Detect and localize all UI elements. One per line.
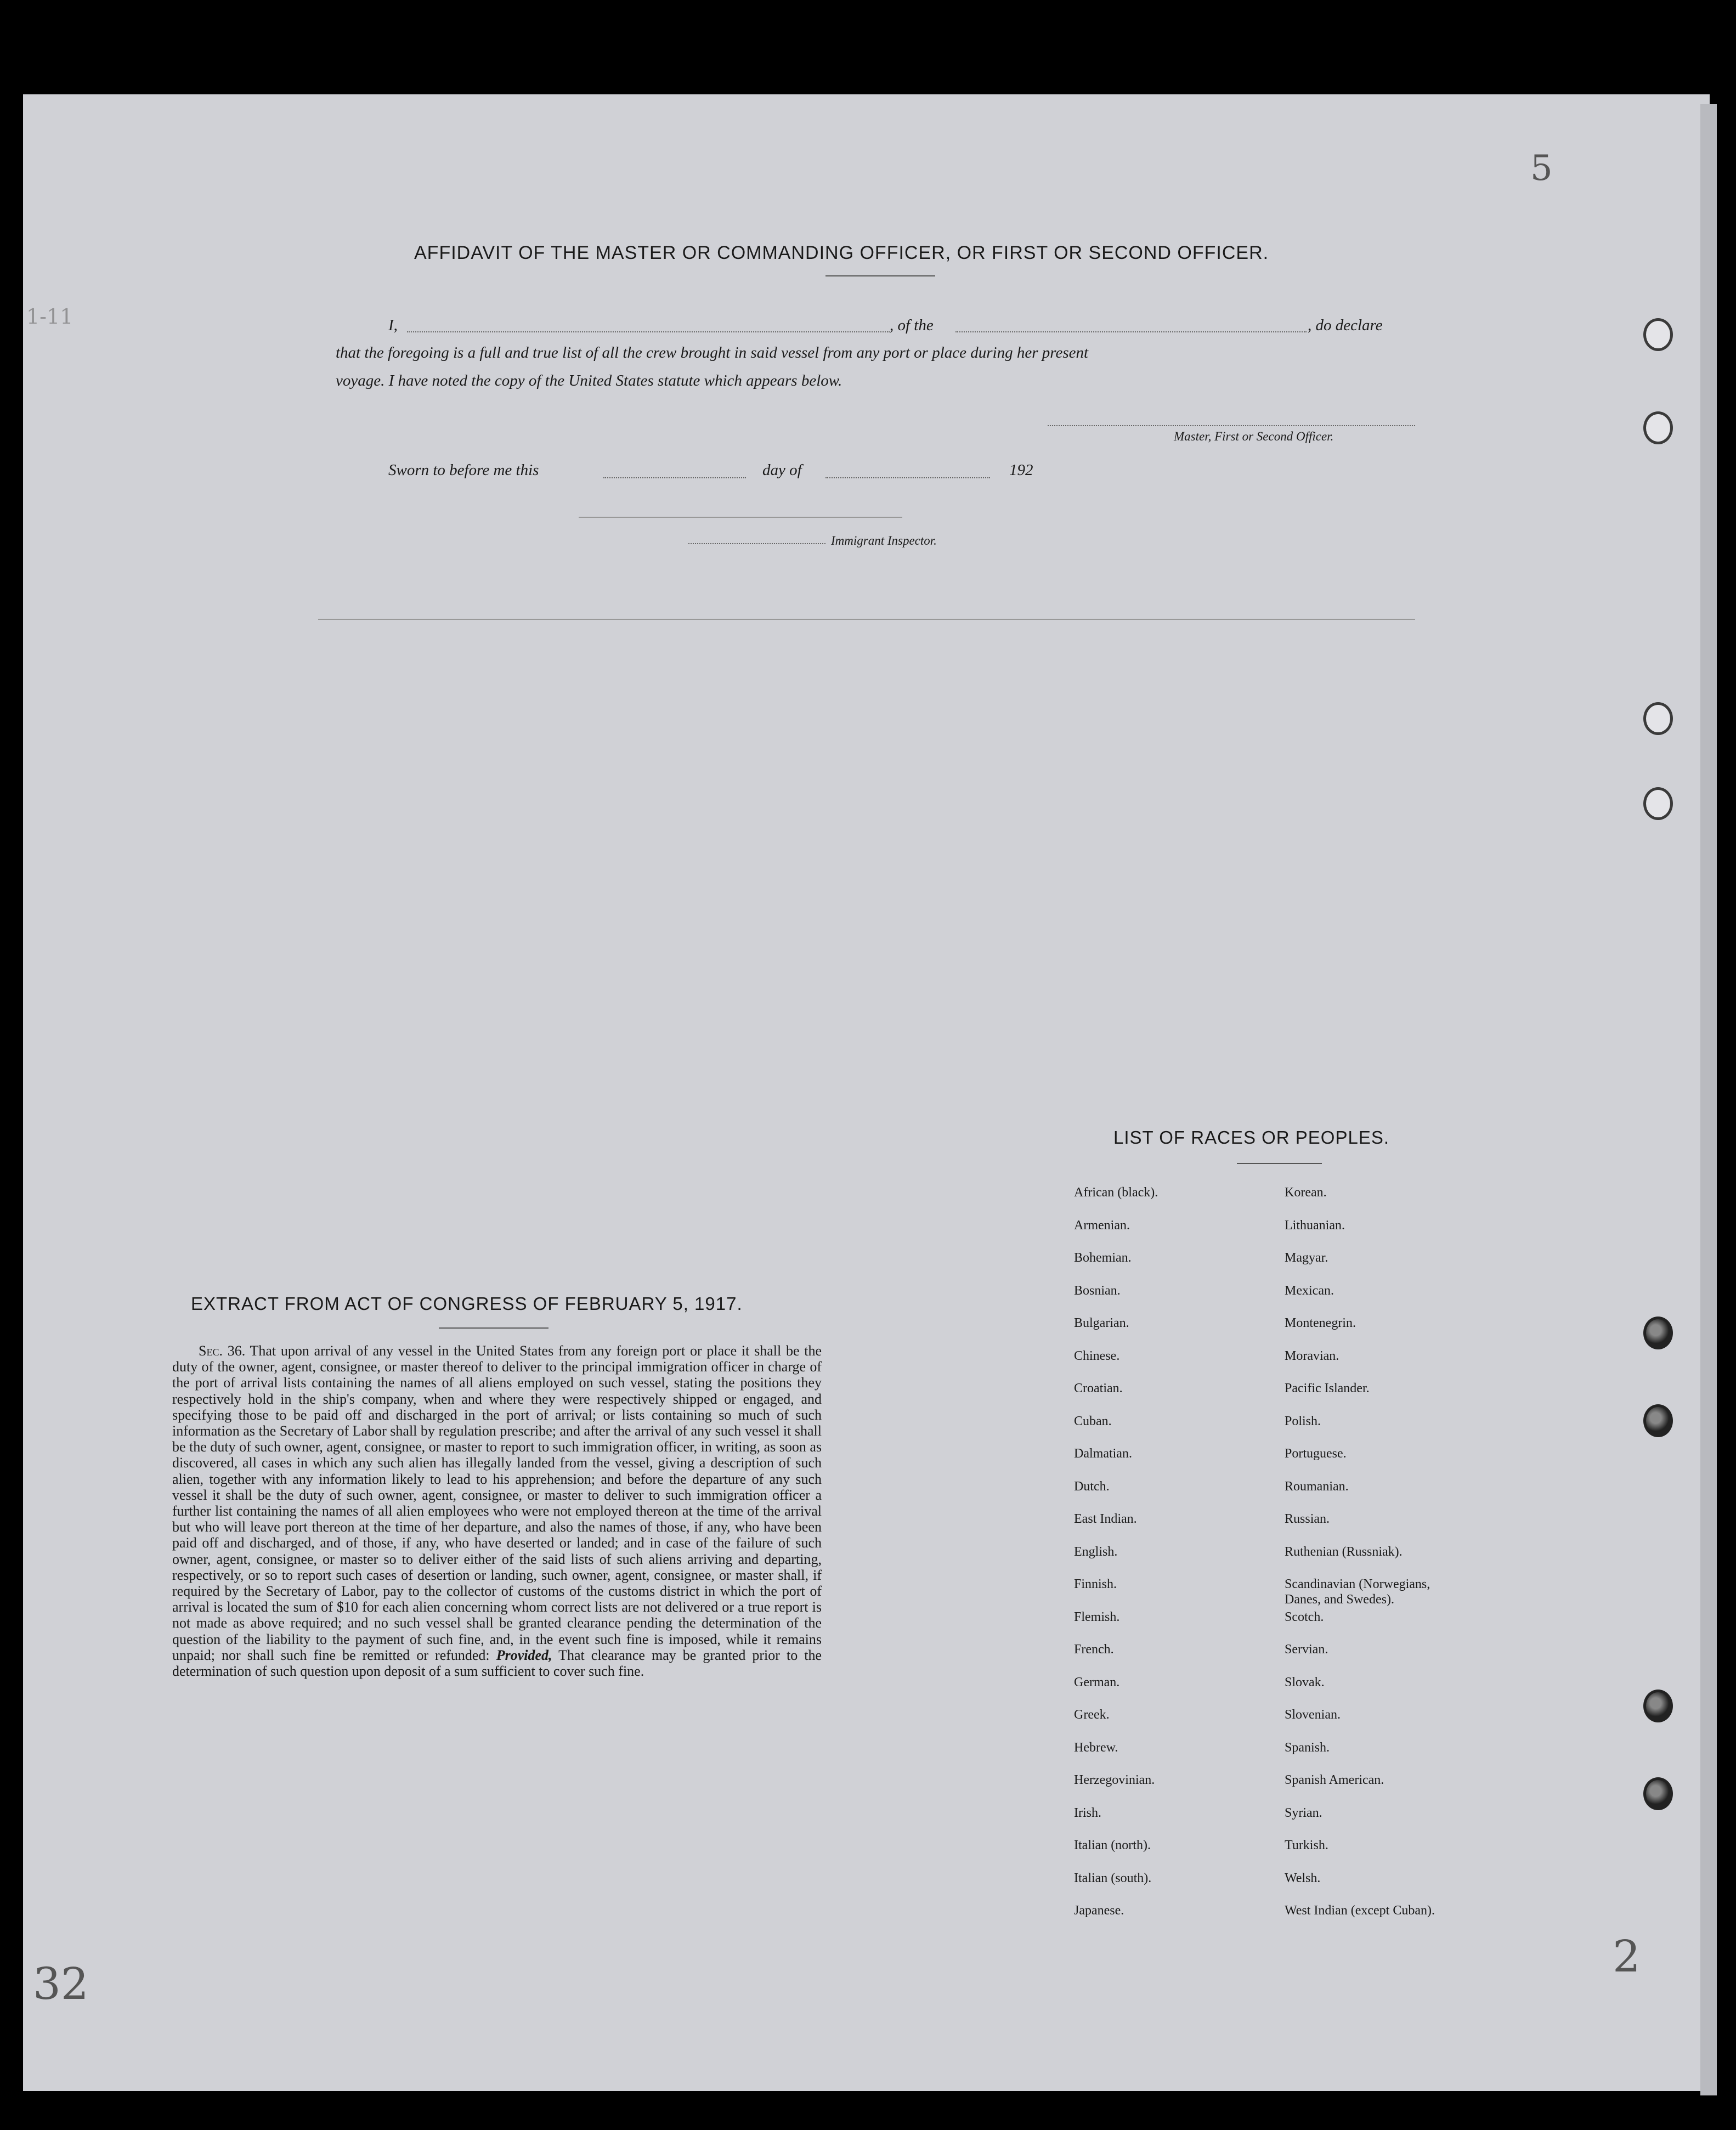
race-item: Ruthenian (Russniak).	[1285, 1544, 1403, 1559]
race-item: Cuban.	[1074, 1414, 1112, 1428]
race-item: Magyar.	[1285, 1251, 1328, 1265]
race-item: Russian.	[1285, 1512, 1330, 1526]
race-item: Finnish.	[1074, 1577, 1117, 1591]
race-item: Hebrew.	[1074, 1740, 1118, 1755]
race-item: East Indian.	[1074, 1512, 1137, 1526]
race-item: Slovak.	[1285, 1675, 1325, 1690]
race-item: Scotch.	[1285, 1609, 1324, 1624]
race-item: Bulgarian.	[1074, 1316, 1129, 1330]
affidavit-line1-start: I,	[388, 317, 398, 334]
race-item: Spanish.	[1285, 1740, 1330, 1755]
sworn-day-field[interactable]	[603, 477, 746, 478]
title-underline	[1237, 1163, 1322, 1164]
sworn-month-field[interactable]	[825, 477, 990, 478]
race-item: Montenegrin.	[1285, 1316, 1356, 1330]
race-item: Greek.	[1074, 1708, 1110, 1722]
handwritten-mark: 1-11	[26, 304, 73, 329]
race-item: French.	[1074, 1642, 1114, 1657]
sworn-year-label: 192	[1009, 461, 1033, 479]
race-item: Bosnian.	[1074, 1283, 1121, 1298]
binder-hole	[1643, 1404, 1673, 1437]
vessel-name-field[interactable]	[955, 331, 1307, 332]
race-item: Croatian.	[1074, 1381, 1123, 1395]
race-item: West Indian (except Cuban).	[1285, 1903, 1435, 1918]
race-item: Portuguese.	[1285, 1447, 1347, 1461]
extract-title: EXTRACT FROM ACT OF CONGRESS OF FEBRUARY 5, 1917.	[191, 1293, 743, 1314]
handwritten-mark: 32	[33, 1958, 89, 2009]
handwritten-mark: 5	[1530, 148, 1553, 189]
master-name-field[interactable]	[407, 331, 890, 332]
divider	[579, 517, 902, 518]
title-underline	[439, 1327, 548, 1329]
extract-body	[172, 1343, 822, 1679]
handwritten-mark: 2	[1613, 1931, 1641, 1982]
race-item: Syrian.	[1285, 1805, 1322, 1820]
binder-hole	[1643, 1317, 1673, 1349]
race-item: Chinese.	[1074, 1348, 1120, 1363]
sworn-day-label: day of	[762, 461, 802, 479]
race-item: Slovenian.	[1285, 1708, 1341, 1722]
inspector-caption: Immigrant Inspector.	[831, 534, 937, 547]
race-item: Italian (north).	[1074, 1838, 1151, 1852]
race-item: Polish.	[1285, 1414, 1321, 1428]
binder-hole	[1643, 318, 1673, 351]
race-item: Servian.	[1285, 1642, 1328, 1657]
officer-signature-field[interactable]	[1048, 425, 1415, 426]
race-item: Mexican.	[1285, 1283, 1334, 1298]
race-item: English.	[1074, 1544, 1118, 1559]
binder-hole	[1643, 787, 1673, 820]
race-item: Armenian.	[1074, 1218, 1130, 1233]
race-item: Korean.	[1285, 1185, 1327, 1200]
race-item: Roumanian.	[1285, 1479, 1349, 1494]
race-item: Scandinavian (Norwegians, Danes, and Swedes).	[1285, 1577, 1430, 1607]
race-item: Dalmatian.	[1074, 1447, 1132, 1461]
sworn-text: Sworn to before me this	[388, 461, 539, 479]
race-item: Moravian.	[1285, 1348, 1339, 1363]
binder-hole	[1643, 1777, 1673, 1810]
race-item: Dutch.	[1074, 1479, 1110, 1494]
inspector-signature-field[interactable]	[688, 543, 825, 544]
race-item: Pacific Islander.	[1285, 1381, 1370, 1395]
extract-text-part2: That clearance may be granted prior to the determination of such question upon deposit of a sum sufficient to cover such fine.	[172, 1647, 822, 1680]
signature-caption: Master, First or Second Officer.	[1174, 430, 1334, 443]
affidavit-line1-mid: , of the	[890, 317, 934, 334]
affidavit-line2: that the foregoing is a full and true list of all the crew brought in said vessel from any port or place during her present	[336, 344, 1089, 361]
binder-hole	[1643, 411, 1673, 444]
title-underline	[825, 275, 935, 276]
race-item: Herzegovinian.	[1074, 1773, 1155, 1787]
binder-holes	[1640, 318, 1673, 1854]
race-item: Irish.	[1074, 1805, 1101, 1820]
section-label: Sec. 36.	[199, 1343, 246, 1359]
section-divider	[318, 619, 1415, 620]
race-item: Welsh.	[1285, 1871, 1321, 1885]
races-column-1	[1074, 1185, 1271, 1936]
affidavit-line1-end: , do declare	[1308, 317, 1383, 334]
races-column-2	[1285, 1185, 1504, 1936]
race-item: Turkish.	[1285, 1838, 1328, 1852]
races-title: LIST OF RACES OR PEOPLES.	[1113, 1127, 1390, 1148]
race-item: Italian (south).	[1074, 1871, 1152, 1885]
race-item: Spanish American.	[1285, 1773, 1384, 1787]
affidavit-title: AFFIDAVIT OF THE MASTER OR COMMANDING OFFICER, OR FIRST OR SECOND OFFICER.	[414, 242, 1269, 263]
race-item: Japanese.	[1074, 1903, 1124, 1918]
race-item: Flemish.	[1074, 1609, 1120, 1624]
race-item: Bohemian.	[1074, 1251, 1132, 1265]
affidavit-line3: voyage. I have noted the copy of the United States statute which appears below.	[336, 372, 842, 389]
provided-word: Provided,	[496, 1647, 552, 1663]
binder-hole	[1643, 1690, 1673, 1722]
race-item: Lithuanian.	[1285, 1218, 1345, 1233]
page-edge	[1700, 104, 1717, 2095]
race-item: African (black).	[1074, 1185, 1158, 1200]
race-item: German.	[1074, 1675, 1120, 1690]
extract-text-part1: That upon arrival of any vessel in the United States from any foreign port or place it shall be the duty of the owner, agent, consignee, or master thereof to deliver to the principal immigration officer in charge of the port of arrival lists containing the names of all aliens employed on such vessel, stating the positions they respectively hold in the ship's company, when and where they were respectively shipped or engaged, and specifying those to be paid off and discharged in the port of arrival; or lists containing so much of such information as the Secretary of Labor shall by regulation prescribe; and after the arrival of any such vessel it shall be the duty of such owner, agent, consignee, or master to report to such immigration officer, in writing, as soon as discovered, all cases in which any such alien has illegally landed from the vessel, giving a description of such alien, together with any information likely to lead to his apprehension; and before the departure of any such vessel it shall be the duty of such owner, agent, consignee, or master to deliver to such immigration officer a further list containing the names of all alien employees who were not employed thereon at the time of the arrival but who will leave port thereon at the time of her departure, and also the names of those, if any, who have been paid off and discharged, and of those, if any, who have deserted or landed; and in case of the failure of such owner, agent, consignee, or master so to deliver either of the said lists of such aliens arriving and departing, respectively, or so to report such cases of desertion or landing, such owner, agent, consignee, or master shall, if required by the Secretary of Labor, pay to the collector of customs of the customs district in which the port of arrival is located the sum of $10 for each alien concerning whom correct lists are not delivered or a true report is not made as above required; and no such vessel shall be granted clearance pending the determination of the question of the liability to the payment of such fine, and, in the event such fine is imposed, while it remains unpaid; nor shall such fine be remitted or refunded:	[172, 1343, 822, 1663]
binder-hole	[1643, 702, 1673, 735]
